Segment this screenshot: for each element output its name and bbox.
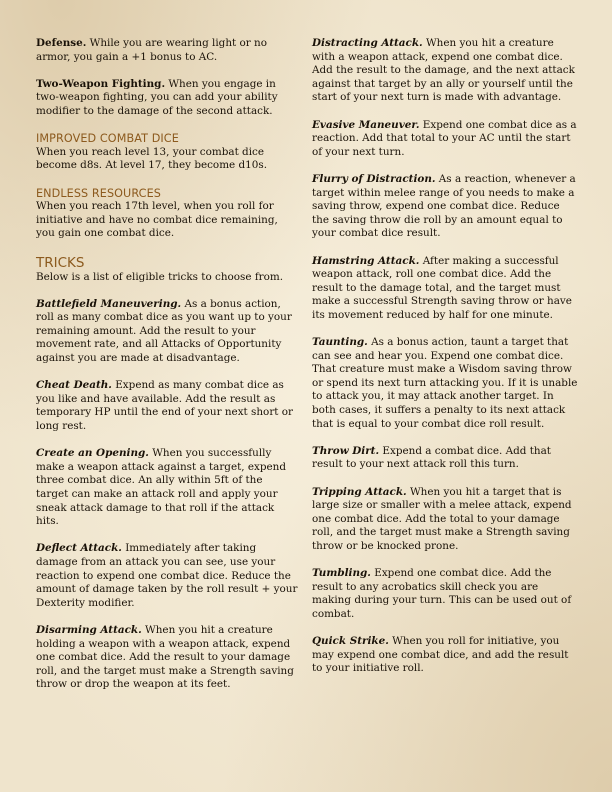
trick-title: Tripping Attack. xyxy=(312,485,407,498)
trick-text: When you roll for initiative, you may expend one combat dice, and add the result to your initiative roll. xyxy=(312,635,569,675)
endless-resources-text: When you reach 17th level, when you roll for initiative and have no combat dice remaining, you gain one combat dice. xyxy=(36,200,278,240)
trick-title: Quick Strike. xyxy=(312,635,389,648)
trick-title: Battlefield Maneuvering. xyxy=(36,297,182,310)
trick-text: When you hit a creature holding a weapon with a weapon attack, expend one combat dice. Add the result to your damage roll, and the target must make a Strength saving throw or drop the weapon at its feet. xyxy=(36,623,294,691)
trick-title: Create an Opening. xyxy=(36,447,149,460)
trick-text: When you hit a target that is large size or smaller with a melee attack, expend one combat dice. Add the total to your damage roll, and the target must make a Strength saving throw or be knocked prone. xyxy=(312,485,572,552)
trick-disarming-attack xyxy=(36,624,298,692)
trick-text: Expend one combat dice as a reaction. Add that total to your AC until the start of your next turn. xyxy=(312,118,577,158)
trick-deflect-attack xyxy=(36,542,298,610)
left-column xyxy=(36,37,298,706)
trick-title: Evasive Maneuver. xyxy=(312,118,420,131)
trick-text: After making a successful weapon attack, roll one combat dice. Add the result to the damage total, and the target must make a successful Strength saving throw or have its movement reduced by half for one minute. xyxy=(312,254,572,321)
trick-title: Distracting Attack. xyxy=(312,37,423,49)
defense-title: Defense. xyxy=(36,37,87,49)
trick-tripping-attack xyxy=(312,486,578,554)
trick-throw-dirt xyxy=(312,445,578,472)
two-weapon-paragraph xyxy=(36,78,298,119)
trick-text: As a bonus action, roll as many combat dice as you want up to your remaining amount. Add the result to your movement rate, and all Attacks of Opportunity against you are made at disadvantage. xyxy=(36,297,292,365)
trick-text: Expend as many combat dice as you like and have available. Add the result as temporary HP until the end of your next short or long rest. xyxy=(36,379,293,433)
trick-cheat-death xyxy=(36,379,298,433)
right-column xyxy=(312,37,578,690)
improved-combat-dice-text: When you reach level 13, your combat dice become d8s. At level 17, they become d10s. xyxy=(36,145,268,172)
trick-text: Expend one combat dice. Add the result to any acrobatics skill check you are making during your turn. This can be used out of combat. xyxy=(312,567,572,620)
trick-flurry-of-distraction xyxy=(312,173,578,241)
trick-title: Flurry of Distraction. xyxy=(312,172,436,185)
trick-quick-strike xyxy=(312,635,578,676)
trick-create-an-opening xyxy=(36,447,298,529)
trick-distracting-attack xyxy=(312,37,578,105)
two-weapon-text: When you engage in two-weapon fighting, you can add your ability modifier to the damage of the second attack. xyxy=(36,77,278,117)
trick-text: Immediately after taking damage from an attack you can see, use your reaction to expend one combat dice. Reduce the amount of damage taken by the roll result + your Dexterity modifier. xyxy=(36,542,298,609)
endless-resources-heading: ENDLESS RESOURCES xyxy=(36,186,161,200)
trick-title: Throw Dirt. xyxy=(312,444,380,457)
defense-paragraph xyxy=(36,37,298,64)
trick-title: Deflect Attack. xyxy=(36,542,122,555)
trick-text: As a bonus action, taunt a target that can see and hear you. Expend one combat dice. That creature must make a Wisdom saving throw or spend its next turn attacking you. If it is unable to attack you, it may attack another target. In both cases, it suffers a penalty to its next attack that is equal to your combat dice roll result. xyxy=(312,336,578,430)
trick-taunting xyxy=(312,336,578,431)
trick-hamstring-attack xyxy=(312,255,578,323)
trick-text: When you hit a creature with a weapon attack, expend one combat dice. Add the result to the damage, and the next attack against that target by an ally or yourself until the start of your next turn is made with advantage. xyxy=(312,37,575,104)
improved-combat-dice-heading: IMPROVED COMBAT DICE xyxy=(36,132,179,146)
tricks-heading: TRICKS xyxy=(36,254,85,271)
trick-evasive-maneuver xyxy=(312,119,578,160)
defense-text: While you are wearing light or no armor, you gain a +1 bonus to AC. xyxy=(36,37,267,63)
trick-battlefield-maneuvering xyxy=(36,298,298,366)
trick-text: When you successfully make a weapon attack against a target, expend three combat dice. An ally within 5ft of the target can make an attack roll and apply your sneak attack damage to that roll if the attack hits. xyxy=(36,447,287,528)
trick-title: Taunting. xyxy=(312,336,368,349)
trick-title: Hamstring Attack. xyxy=(312,254,420,267)
two-weapon-title: Two-Weapon Fighting. xyxy=(36,77,166,90)
trick-title: Cheat Death. xyxy=(36,379,112,392)
trick-title: Tumbling. xyxy=(312,567,371,580)
tricks-intro: Below is a list of eligible tricks to choose from. xyxy=(36,270,284,283)
trick-title: Disarming Attack. xyxy=(36,623,142,636)
trick-text: As a reaction, whenever a target within melee range of you needs to make a saving throw, expend one combat dice. Reduce the saving throw die roll by an amount equal to your combat dice result. xyxy=(312,172,576,240)
trick-tumbling xyxy=(312,567,578,621)
trick-text: Expend a combat dice. Add that result to your next attack roll this turn. xyxy=(312,444,551,471)
